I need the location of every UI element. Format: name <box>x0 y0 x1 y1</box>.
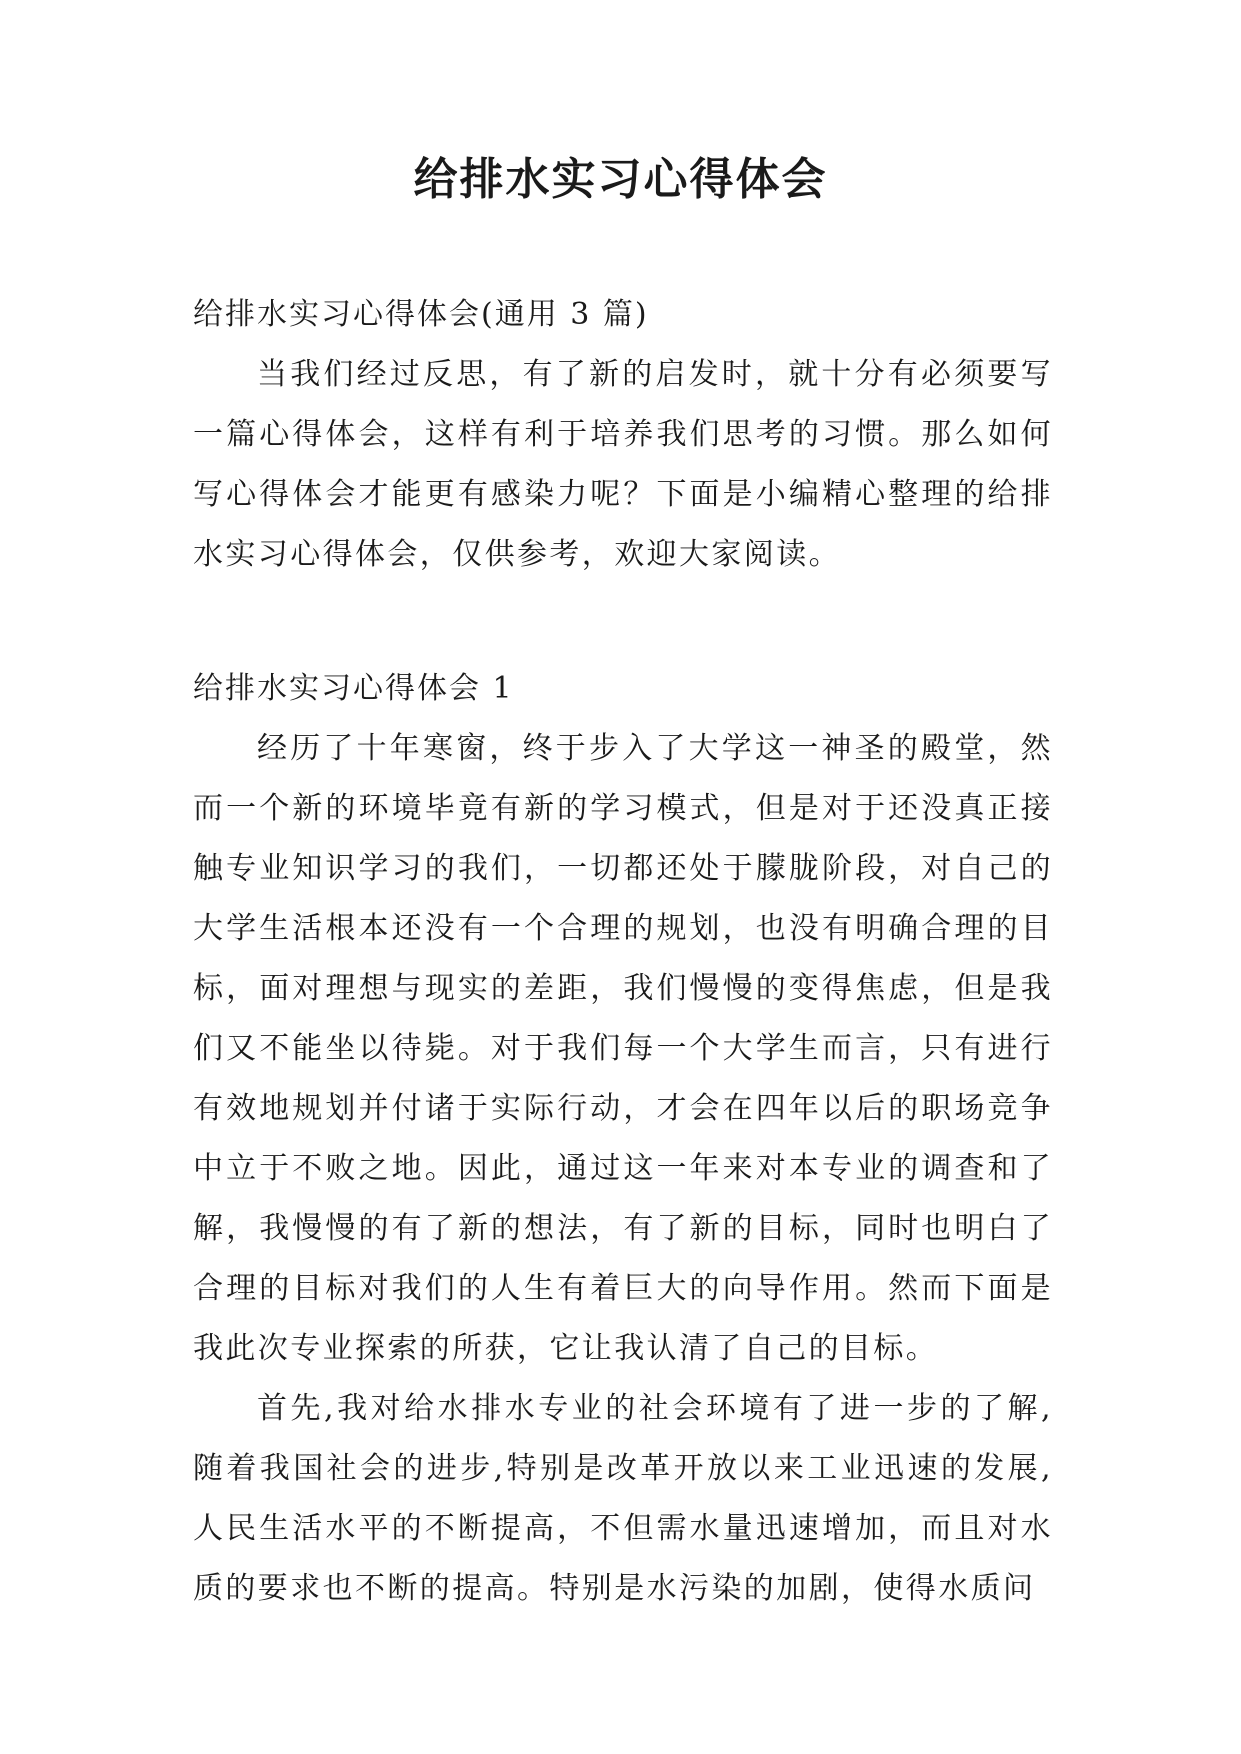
section1-paragraph-1: 经历了十年寒窗，终于步入了大学这一神圣的殿堂，然而一个新的环境毕竟有新的学习模式，但是对于还没真正接触专业知识学习的我们，一切都还处于朦胧阶段，对自己的大学生活根本还没有一个合理的规划，也没有明确合理的目标，面对理想与现实的差距，我们慢慢的变得焦虑，但是我们又不能坐以待毙。对于我们每一个大学生而言，只有进行有效地规划并付诸于实际行动，才会在四年以后的职场竞争中立于不败之地。因此，通过这一年来对本专业的调查和了解，我慢慢的有了新的想法，有了新的目标，同时也明白了合理的目标对我们的人生有着巨大的向导作用。然而下面是我此次专业探索的所获，它让我认清了自己的目标。 <box>193 731 1053 1366</box>
document-title: 给排水实习心得体会 <box>413 154 828 205</box>
intro-paragraph: 当我们经过反思，有了新的启发时，就十分有必须要写一篇心得体会，这样有利于培养我们思考的习惯。那么如何写心得体会才能更有感染力呢？下面是小编精心整理的给排水实习心得体会，仅供参考，欢迎大家阅读。 <box>193 357 1053 572</box>
intro-heading: 给排水实习心得体会(通用 3 篇) <box>193 297 649 332</box>
document-body <box>193 285 1053 1619</box>
section1-heading: 给排水实习心得体会 1 <box>193 671 514 706</box>
section-spacer <box>193 585 1053 659</box>
section1-paragraph-2: 首先,我对给水排水专业的社会环境有了进一步的了解,随着我国社会的进步,特别是改革开放以来工业迅速的发展,人民生活水平的不断提高，不但需水量迅速增加，而且对水质的要求也不断的提高。特别是水污染的加剧，使得水质问 <box>193 1391 1053 1606</box>
